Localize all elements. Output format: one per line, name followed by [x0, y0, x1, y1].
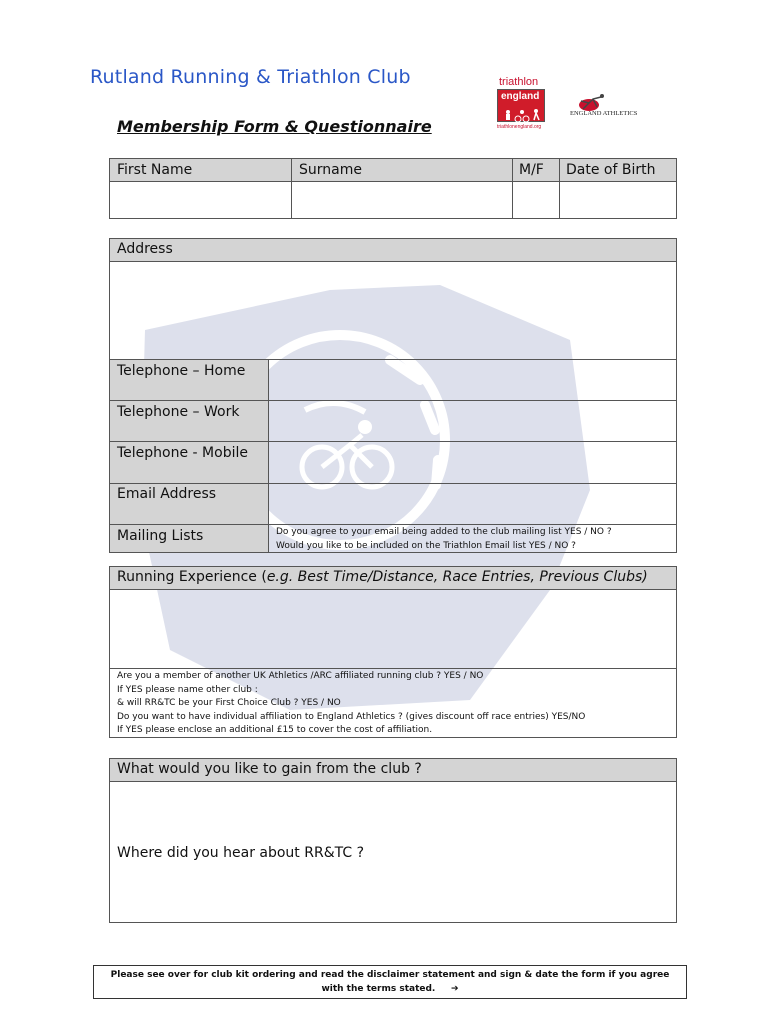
dob-field[interactable]: [560, 182, 677, 219]
triathlon-logo-url: triathlonengland.org: [497, 124, 542, 130]
tel-work-field[interactable]: [269, 401, 676, 441]
email-label: Email Address: [117, 486, 217, 502]
affiliation-line: & will RR&TC be your First Choice Club ? YES / NO: [117, 698, 341, 708]
mailing-question-triathlon: Would you like to be included on the Triathlon Email list YES / NO ?: [276, 540, 576, 551]
england-athletics-logo: [570, 93, 650, 123]
affiliation-line: If YES please name other club :: [117, 684, 258, 695]
running-header-examples: e.g. Best Time/Distance, Race Entries, Previous Clubs): [266, 569, 648, 585]
affiliation-line: Are you a member of another UK Athletics /ARC affiliated running club ? YES / NO: [117, 671, 484, 681]
footer-line-1: Please see over for club kit ordering and read the disclaimer statement and sign & date the form if you agree: [110, 970, 670, 980]
address-label: Address: [117, 241, 173, 257]
first-name-label: First Name: [117, 162, 193, 178]
footer-line-2: [94, 982, 686, 996]
form-title: Membership Form & Questionnaire: [117, 117, 432, 136]
hear-about-label: Where did you hear about RR&TC ?: [117, 845, 365, 861]
affiliation-line: If YES please enclose an additional £15 to cover the cost of affiliation.: [117, 725, 433, 735]
address-field[interactable]: [110, 262, 676, 358]
footer-notice: [93, 965, 687, 999]
tel-home-field[interactable]: [269, 360, 676, 400]
england-athletics-text: ENGLAND ATHLETICS: [570, 110, 638, 117]
first-name-field[interactable]: [110, 182, 291, 219]
gain-table: [109, 758, 677, 923]
club-title: Rutland Running & Triathlon Club: [90, 66, 411, 88]
running-experience-table: [109, 566, 677, 738]
triathlon-logo-box: [497, 89, 545, 122]
surname-label: Surname: [299, 162, 362, 178]
surname-field[interactable]: [292, 182, 512, 219]
dob-label: Date of Birth: [566, 162, 656, 178]
running-header-label: Running Experience (: [117, 569, 267, 585]
email-field[interactable]: [269, 484, 676, 524]
mailing-list-questions: [276, 526, 612, 553]
running-header: [110, 567, 676, 589]
affiliation-line: Do you want to have individual affiliation to England Athletics ? (gives discount off race entries) YES/NO: [117, 711, 586, 722]
running-experience-field[interactable]: [110, 590, 676, 668]
gain-header-label: What would you like to gain from the club ?: [117, 761, 422, 777]
affiliation-questions: [117, 670, 585, 738]
tel-home-label: Telephone – Home: [117, 363, 246, 379]
address-header: [110, 239, 676, 261]
triathlon-england-logo: [497, 76, 547, 132]
triathlon-logo-text: triathlon: [499, 76, 539, 88]
triathlon-figures-icon: [498, 90, 546, 123]
contact-table: [109, 238, 677, 553]
arrow-right-icon: ➔: [451, 984, 459, 994]
personal-details-table: [109, 158, 677, 219]
triathlon-logo-england: england: [501, 91, 540, 102]
mailing-lists-label: Mailing Lists: [117, 528, 204, 544]
gender-field[interactable]: [513, 182, 559, 219]
footer-line-2-text: with the terms stated.: [321, 984, 436, 994]
tel-work-label: Telephone – Work: [117, 404, 240, 420]
gender-label: M/F: [519, 162, 544, 178]
gain-header: [110, 759, 676, 781]
mailing-question-club: Do you agree to your email being added to the club mailing list YES / NO ?: [276, 527, 612, 537]
tel-mobile-label: Telephone - Mobile: [117, 445, 248, 461]
tel-mobile-field[interactable]: [269, 442, 676, 483]
